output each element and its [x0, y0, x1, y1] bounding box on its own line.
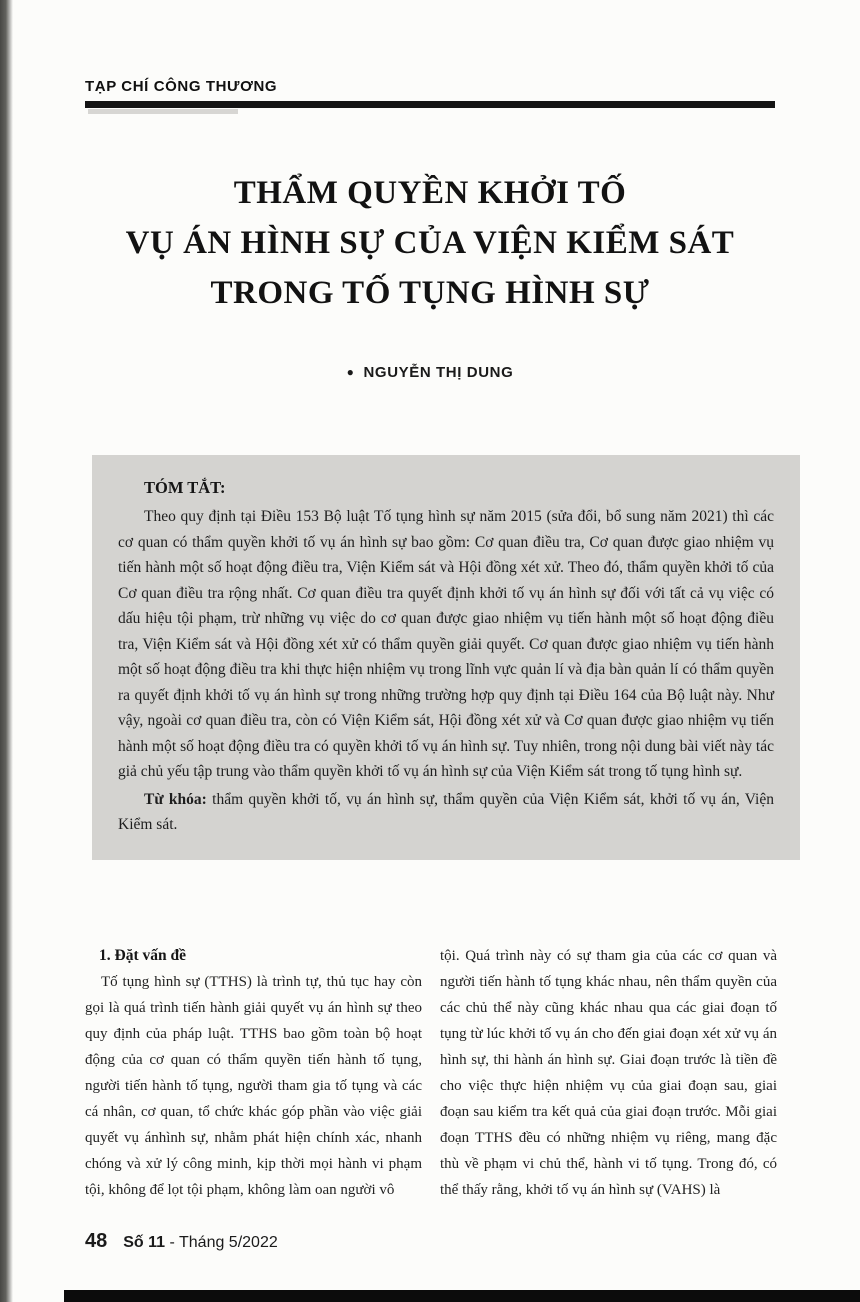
bottom-scan-bar	[64, 1290, 860, 1302]
journal-name: TẠP CHÍ CÔNG THƯƠNG	[85, 78, 278, 95]
keywords-text: thẩm quyền khởi tố, vụ án hình sự, thẩm quyền của Viện Kiểm sát, khởi tố vụ án, Viện Kiểm sát.	[118, 790, 774, 833]
page-number: 48	[85, 1230, 108, 1252]
issue-number: Số 11	[123, 1234, 166, 1251]
author-line	[0, 364, 860, 381]
abstract-label: TÓM TẮT:	[144, 478, 226, 497]
abstract-box	[92, 455, 800, 860]
article-title	[60, 168, 800, 318]
article-title-line-2: VỤ ÁN HÌNH SỰ CỦA VIỆN KIỂM SÁT	[125, 225, 735, 261]
body-column-left	[85, 943, 422, 1203]
page-footer	[85, 1230, 278, 1253]
keywords-label: Từ khóa:	[144, 790, 207, 808]
page-binding-shadow	[0, 0, 13, 1302]
masthead-rule	[85, 101, 775, 108]
abstract-text: Theo quy định tại Điều 153 Bộ luật Tố tụng hình sự năm 2015 (sửa đổi, bổ sung năm 2021) thì các cơ quan có thẩm quyền khởi tố vụ án hình sự bao gồm: Cơ quan điều tra, Cơ quan được giao nhiệm vụ tiến hành một số hoạt động điều tra, Viện Kiểm sát và Hội đồng xét xử. Theo đó, thẩm quyền khởi tố của Cơ quan điều tra rộng nhất. Cơ quan điều tra quyết định khởi tố vụ án hình sự đối với tất cả vụ việc có dấu hiệu tội phạm, trừ những vụ việc do cơ quan được giao nhiệm vụ tiến hành một số hoạt động điều tra, Viện Kiểm sát và Hội đồng xét xử có thẩm quyền giải quyết. Cơ quan được giao nhiệm vụ tiến hành một số hoạt động điều tra khi thực hiện nhiệm vụ trong lĩnh vực quản lí và địa bàn quản lí có thẩm quyền ra quyết định khởi tố vụ án hình sự trong những trường hợp quy định tại Điều 164 của Bộ luật này. Như vậy, ngoài cơ quan điều tra, còn có Viện Kiểm sát, Hội đồng xét xử và Cơ quan được giao nhiệm vụ tiến hành một số hoạt động điều tra có quyền khởi tố vụ án hình sự. Tuy nhiên, trong nội dung bài viết này tác giả chủ yếu tập trung vào thẩm quyền khởi tố vụ án hình sự của Viện Kiểm sát trong tố tụng hình sự.	[118, 508, 774, 780]
masthead-rule-shadow	[88, 109, 238, 114]
section-1-heading: 1. Đặt vấn đề	[99, 947, 186, 964]
issue-date: - Tháng 5/2022	[165, 1234, 278, 1251]
author-bullet-icon: ●	[346, 365, 355, 379]
body-paragraph-left: Tố tụng hình sự (TTHS) là trình tự, thủ tục hay còn gọi là quá trình tiến hành giải quyết vụ án hình sự theo quy định của pháp luật. TTHS bao gồm toàn bộ hoạt động của cơ quan có thẩm quyền tiến hành tố tụng, người tiến hành tố tụng, người tham gia tố tụng và các cá nhân, cơ quan, tổ chức khác góp phần vào việc giải quyết vụ ánhình sự, nhằm phát hiện chính xác, nhanh chóng và xử lý công minh, kịp thời mọi hành vi phạm tội, không để lọt tội phạm, không làm oan người vô	[85, 974, 422, 1198]
issue-info	[123, 1234, 278, 1252]
keywords-line	[118, 787, 774, 838]
article-title-line-1: THẨM QUYỀN KHỞI TỐ	[233, 175, 627, 211]
body-paragraph-right: tội. Quá trình này có sự tham gia của các cơ quan và người tiến hành tố tụng khác nhau, nên thẩm quyền của các chủ thể này cũng khác nhau qua các giai đoạn tố tụng từ lúc khởi tố vụ án cho đến giai đoạn xét xử vụ án hình sự, thi hành án hình sự. Giai đoạn trước là tiền đề cho việc thực hiện nhiệm vụ của giai đoạn sau, giai đoạn sau kiểm tra kết quả của giai đoạn trước. Mỗi giai đoạn TTHS đều có những nhiệm vụ riêng, mang đặc thù về phạm vi chủ thể, hành vi tố tụng. Trong đó, có thể thấy rằng, khởi tố vụ án hình sự (VAHS) là	[440, 948, 777, 1198]
body-column-right	[440, 943, 777, 1203]
author-name: NGUYỄN THỊ DUNG	[363, 364, 514, 381]
article-title-line-3: TRONG TỐ TỤNG HÌNH SỰ	[210, 275, 650, 311]
